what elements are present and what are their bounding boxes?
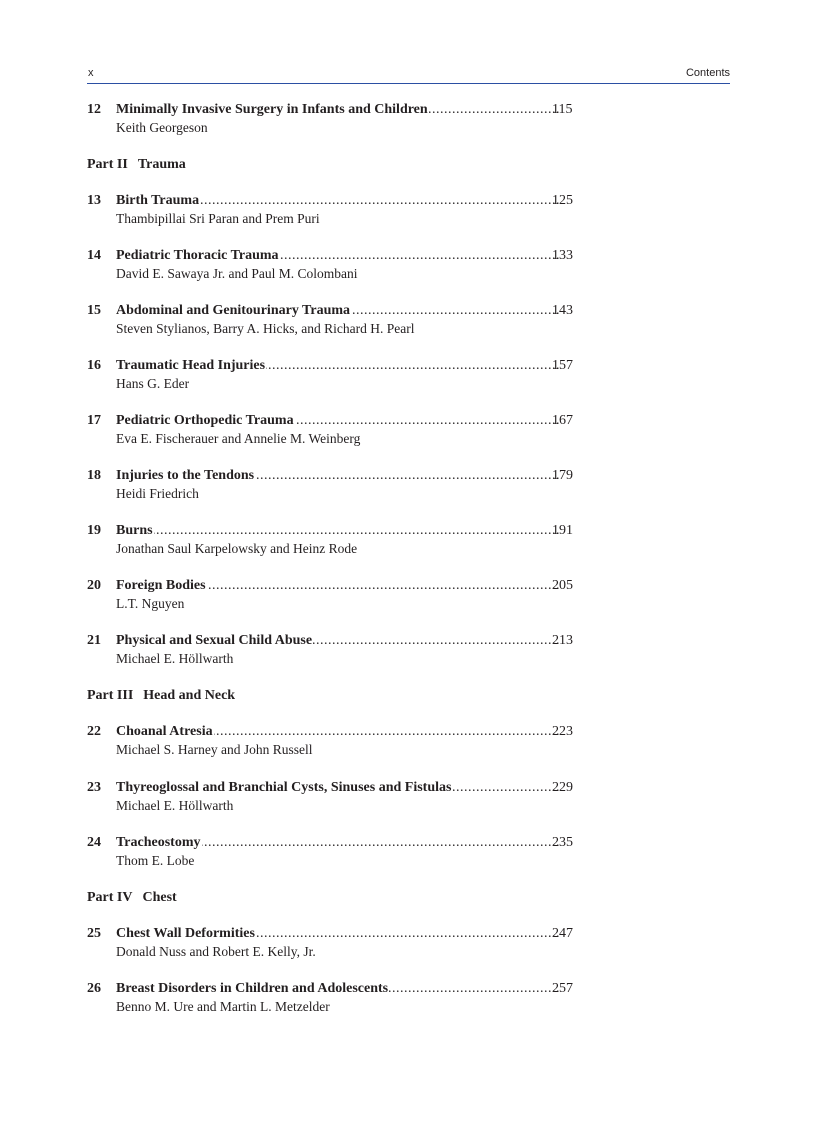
chapter-title[interactable]: Pediatric Orthopedic Trauma [116, 413, 294, 428]
chapter-number: 23 [87, 780, 101, 795]
toc-entry[interactable] [87, 577, 607, 611]
chapter-number: 22 [87, 724, 101, 739]
part-heading [87, 156, 186, 174]
toc-entry[interactable] [87, 192, 607, 226]
chapter-authors: David E. Sawaya Jr. and Paul M. Colombani [116, 266, 358, 281]
toc-entry[interactable] [87, 723, 607, 757]
toc-entry[interactable] [87, 980, 607, 1014]
chapter-authors: Benno M. Ure and Martin L. Metzelder [116, 999, 330, 1014]
chapter-authors: Jonathan Saul Karpelowsky and Heinz Rode [116, 541, 358, 556]
toc-entry[interactable] [87, 834, 607, 868]
chapter-number: 13 [87, 193, 101, 208]
chapter-number: 16 [87, 358, 101, 373]
chapter-title[interactable]: Burns [116, 523, 153, 538]
part-label: Part II [87, 157, 128, 172]
chapter-title[interactable]: Traumatic Head Injuries [116, 358, 266, 373]
toc-entry[interactable] [87, 302, 607, 336]
part-heading [87, 889, 177, 907]
page-ref: 247 [552, 926, 573, 941]
page-ref: 213 [552, 633, 573, 648]
chapter-number: 15 [87, 303, 101, 318]
chapter-authors: Keith Georgeson [116, 120, 208, 135]
chapter-authors: L.T. Nguyen [116, 596, 185, 611]
chapter-authors: Michael E. Höllwarth [116, 798, 234, 813]
page-ref: 157 [552, 358, 573, 373]
page-ref: 229 [552, 780, 573, 795]
page-ref: 179 [552, 468, 573, 483]
chapter-title[interactable]: Tracheostomy [116, 835, 201, 850]
chapter-authors: Michael S. Harney and John Russell [116, 742, 313, 757]
chapter-number: 18 [87, 468, 101, 483]
page-ref: 133 [552, 248, 573, 263]
chapter-number: 17 [87, 413, 101, 428]
toc-entry[interactable] [87, 925, 607, 959]
chapter-authors: Michael E. Höllwarth [116, 651, 234, 666]
toc-entry[interactable] [87, 247, 607, 281]
toc-entry[interactable] [87, 412, 607, 446]
chapter-title[interactable]: Minimally Invasive Surgery in Infants and Children [116, 102, 428, 117]
page-ref: 143 [552, 303, 573, 318]
chapter-authors: Thom E. Lobe [116, 853, 195, 868]
chapter-title[interactable]: Chest Wall Deformities [116, 926, 255, 941]
toc-entry[interactable] [87, 357, 607, 391]
chapter-number: 24 [87, 835, 101, 850]
part-title: Trauma [137, 157, 186, 172]
chapter-number: 12 [87, 102, 101, 117]
page-ref: 125 [552, 193, 573, 208]
page-ref: 205 [552, 578, 573, 593]
chapter-authors: Hans G. Eder [116, 376, 190, 391]
chapter-authors: Donald Nuss and Robert E. Kelly, Jr. [116, 944, 316, 959]
section-title: Contents [685, 67, 730, 79]
toc-entry[interactable] [87, 632, 607, 666]
part-title: Head and Neck [143, 688, 236, 703]
chapter-number: 14 [87, 248, 101, 263]
chapter-title[interactable]: Pediatric Thoracic Trauma [116, 248, 279, 263]
page-ref: 257 [552, 981, 573, 996]
page-ref: 223 [552, 724, 573, 739]
toc-entry[interactable] [87, 467, 607, 501]
chapter-title[interactable]: Abdominal and Genitourinary Trauma [116, 303, 351, 318]
part-label: Part IV [87, 890, 133, 905]
chapter-authors: Steven Stylianos, Barry A. Hicks, and Richard H. Pearl [116, 321, 415, 336]
part-label: Part III [87, 688, 134, 703]
page-ref: 167 [552, 413, 573, 428]
toc-entry[interactable] [87, 101, 607, 135]
chapter-number: 19 [87, 523, 101, 538]
chapter-title[interactable]: Injuries to the Tendons [116, 468, 255, 483]
page-ref: 191 [552, 523, 573, 538]
chapter-number: 26 [87, 981, 101, 996]
chapter-title[interactable]: Choanal Atresia [116, 724, 213, 739]
part-title: Chest [142, 890, 177, 905]
chapter-authors: Eva E. Fischerauer and Annelie M. Weinberg [116, 431, 361, 446]
page-ref: 235 [552, 835, 573, 850]
chapter-number: 21 [87, 633, 101, 648]
chapter-authors: Thambipillai Sri Paran and Prem Puri [116, 211, 320, 226]
running-header [87, 65, 730, 84]
chapter-number: 25 [87, 926, 101, 941]
part-heading [87, 687, 235, 705]
toc-entry[interactable] [87, 779, 607, 813]
chapter-title[interactable]: Birth Trauma [116, 193, 200, 208]
chapter-authors: Heidi Friedrich [116, 486, 199, 501]
chapter-title[interactable]: Thyreoglossal and Branchial Cysts, Sinuses and Fistulas [116, 780, 452, 795]
chapter-title[interactable]: Physical and Sexual Child Abuse [116, 633, 313, 648]
chapter-number: 20 [87, 578, 101, 593]
chapter-title[interactable]: Breast Disorders in Children and Adolescents [116, 981, 389, 996]
page-number: x [88, 67, 94, 79]
chapter-title[interactable]: Foreign Bodies [116, 578, 206, 593]
toc-entry[interactable] [87, 522, 607, 556]
page-ref: 115 [552, 102, 573, 117]
